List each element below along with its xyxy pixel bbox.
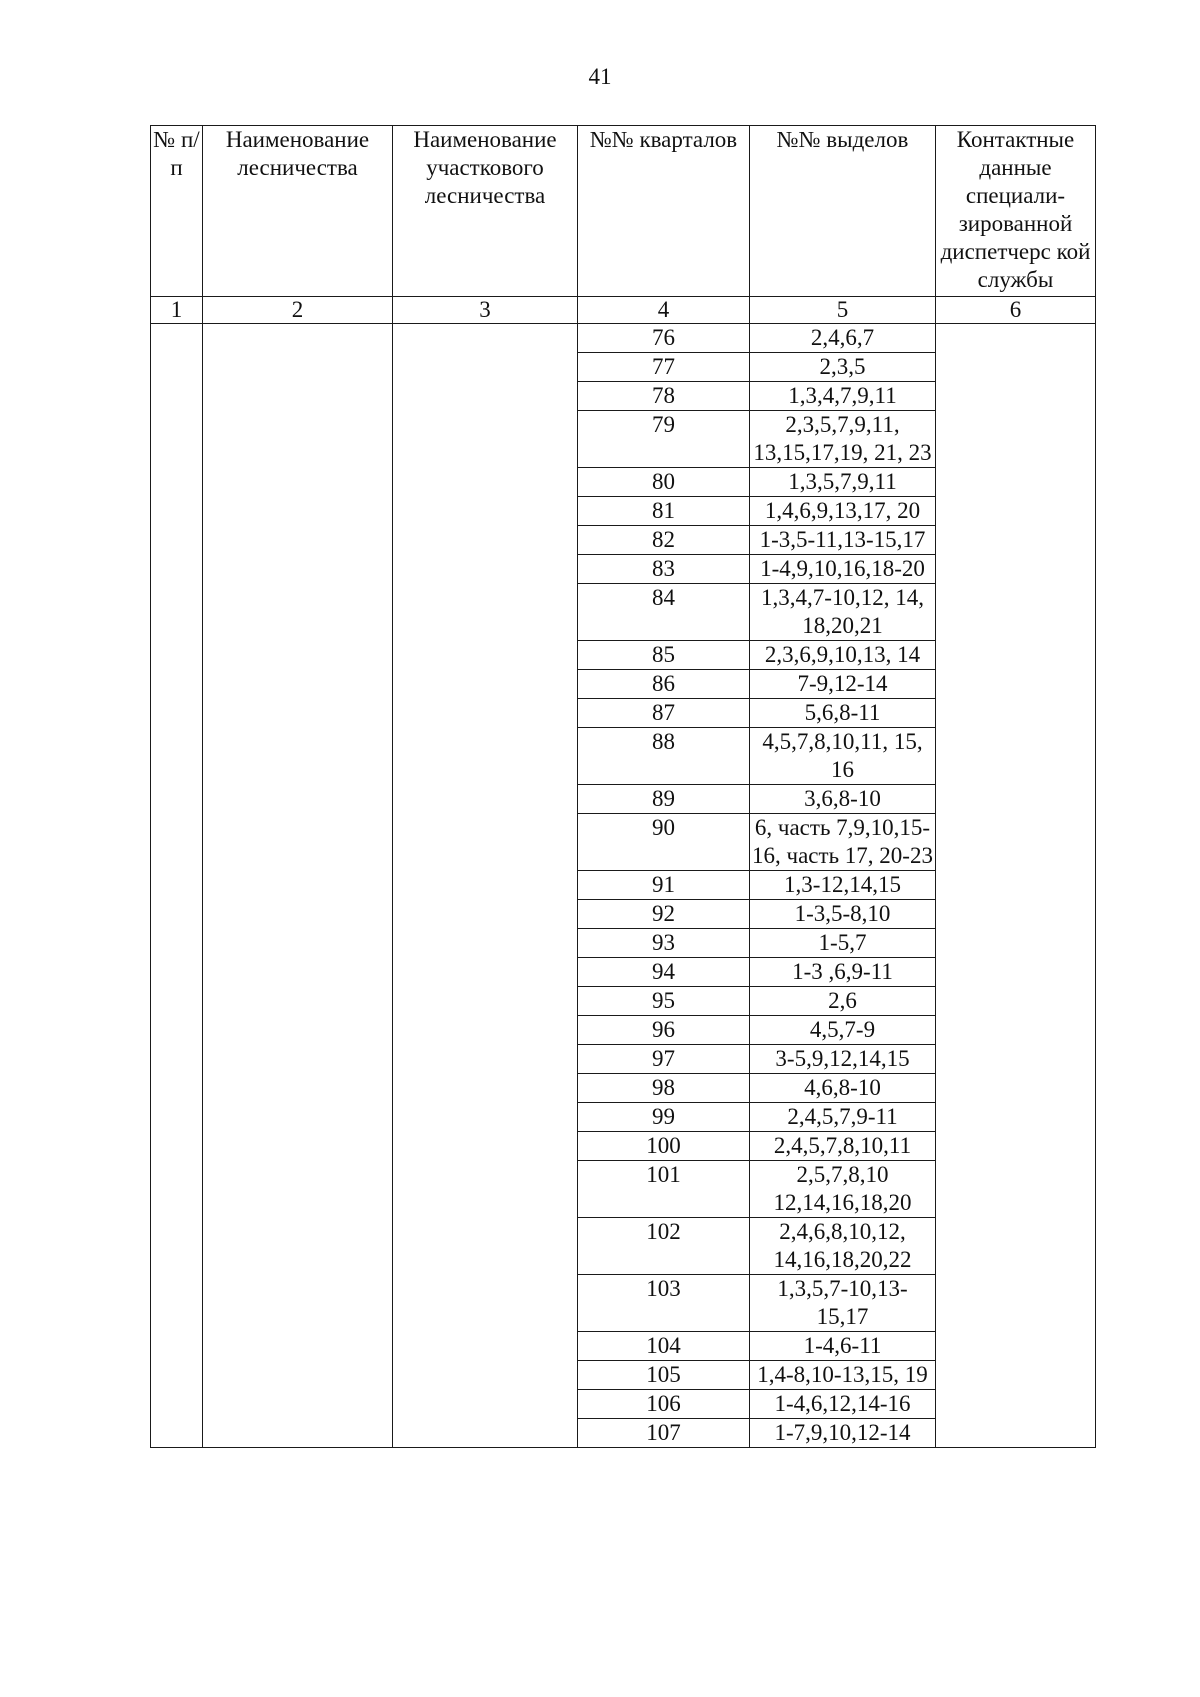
quarter-number: 84 (578, 584, 750, 641)
header-col-contacts: Контактные данные специали-зированной диспетчерс кой службы (936, 126, 1096, 297)
blank-forestry-cell (203, 324, 393, 1448)
quarter-number: 93 (578, 929, 750, 958)
forestry-table (150, 125, 1096, 1448)
header-col-allotments: №№ выделов (750, 126, 936, 297)
quarter-number: 77 (578, 353, 750, 382)
table-row (151, 324, 1096, 353)
quarter-number: 107 (578, 1419, 750, 1448)
quarter-number: 86 (578, 670, 750, 699)
quarter-number: 87 (578, 699, 750, 728)
allotment-numbers: 2,6 (750, 987, 936, 1016)
blank-number-cell (151, 324, 203, 1448)
allotment-numbers: 2,4,6,8,10,12, 14,16,18,20,22 (750, 1218, 936, 1275)
allotment-numbers: 5,6,8-11 (750, 699, 936, 728)
header-col-forestry: Наименование лесничества (203, 126, 393, 297)
allotment-numbers: 1-4,9,10,16,18-20 (750, 555, 936, 584)
quarter-number: 96 (578, 1016, 750, 1045)
allotment-numbers: 7-9,12-14 (750, 670, 936, 699)
allotment-numbers: 1,4,6,9,13,17, 20 (750, 497, 936, 526)
column-number: 4 (578, 297, 750, 324)
table-header-row (151, 126, 1096, 297)
quarter-number: 92 (578, 900, 750, 929)
allotment-numbers: 1,3,4,7,9,11 (750, 382, 936, 411)
column-number-row (151, 297, 1096, 324)
allotment-numbers: 1-7,9,10,12-14 (750, 1419, 936, 1448)
quarter-number: 95 (578, 987, 750, 1016)
quarter-number: 79 (578, 411, 750, 468)
quarter-number: 89 (578, 785, 750, 814)
quarter-number: 99 (578, 1103, 750, 1132)
allotment-numbers: 1-3 ,6,9-11 (750, 958, 936, 987)
quarter-number: 101 (578, 1161, 750, 1218)
quarter-number: 81 (578, 497, 750, 526)
page-number: 41 (588, 64, 612, 89)
column-number: 6 (936, 297, 1096, 324)
allotment-numbers: 1-4,6-11 (750, 1332, 936, 1361)
allotment-numbers: 1-5,7 (750, 929, 936, 958)
quarter-number: 105 (578, 1361, 750, 1390)
table-body (151, 324, 1096, 1448)
allotment-numbers: 4,5,7-9 (750, 1016, 936, 1045)
allotment-numbers: 3-5,9,12,14,15 (750, 1045, 936, 1074)
allotment-numbers: 3,6,8-10 (750, 785, 936, 814)
allotment-numbers: 2,4,6,7 (750, 324, 936, 353)
quarter-number: 80 (578, 468, 750, 497)
quarter-number: 85 (578, 641, 750, 670)
allotment-numbers: 2,5,7,8,10 12,14,16,18,20 (750, 1161, 936, 1218)
quarter-number: 97 (578, 1045, 750, 1074)
quarter-number: 82 (578, 526, 750, 555)
blank-district-cell (393, 324, 578, 1448)
allotment-numbers: 2,4,5,7,8,10,11 (750, 1132, 936, 1161)
allotment-numbers: 2,4,5,7,9-11 (750, 1103, 936, 1132)
allotment-numbers: 1,3,5,7,9,11 (750, 468, 936, 497)
allotment-numbers: 6, часть 7,9,10,15-16, часть 17, 20-23 (750, 814, 936, 871)
quarter-number: 94 (578, 958, 750, 987)
quarter-number: 102 (578, 1218, 750, 1275)
quarter-number: 88 (578, 728, 750, 785)
allotment-numbers: 2,3,6,9,10,13, 14 (750, 641, 936, 670)
quarter-number: 103 (578, 1275, 750, 1332)
allotment-numbers: 1-3,5-8,10 (750, 900, 936, 929)
quarter-number: 106 (578, 1390, 750, 1419)
column-number: 5 (750, 297, 936, 324)
allotment-numbers: 1-3,5-11,13-15,17 (750, 526, 936, 555)
column-number: 2 (203, 297, 393, 324)
allotment-numbers: 4,5,7,8,10,11, 15, 16 (750, 728, 936, 785)
header-col-quarters: №№ кварталов (578, 126, 750, 297)
quarter-number: 91 (578, 871, 750, 900)
quarter-number: 90 (578, 814, 750, 871)
allotment-numbers: 1,4-8,10-13,15, 19 (750, 1361, 936, 1390)
column-number: 1 (151, 297, 203, 324)
quarter-number: 104 (578, 1332, 750, 1361)
quarter-number: 78 (578, 382, 750, 411)
allotment-numbers: 1-4,6,12,14-16 (750, 1390, 936, 1419)
quarter-number: 100 (578, 1132, 750, 1161)
allotment-numbers: 1,3,5,7-10,13-15,17 (750, 1275, 936, 1332)
blank-contacts-cell (936, 324, 1096, 1448)
quarter-number: 98 (578, 1074, 750, 1103)
allotment-numbers: 1,3-12,14,15 (750, 871, 936, 900)
allotment-numbers: 2,3,5,7,9,11, 13,15,17,19, 21, 23 (750, 411, 936, 468)
quarter-number: 76 (578, 324, 750, 353)
header-col-district-forestry: Наименование участкового лесничества (393, 126, 578, 297)
allotment-numbers: 2,3,5 (750, 353, 936, 382)
quarter-number: 83 (578, 555, 750, 584)
header-col-number: № п/п (151, 126, 203, 297)
allotment-numbers: 1,3,4,7-10,12, 14, 18,20,21 (750, 584, 936, 641)
allotment-numbers: 4,6,8-10 (750, 1074, 936, 1103)
column-number: 3 (393, 297, 578, 324)
